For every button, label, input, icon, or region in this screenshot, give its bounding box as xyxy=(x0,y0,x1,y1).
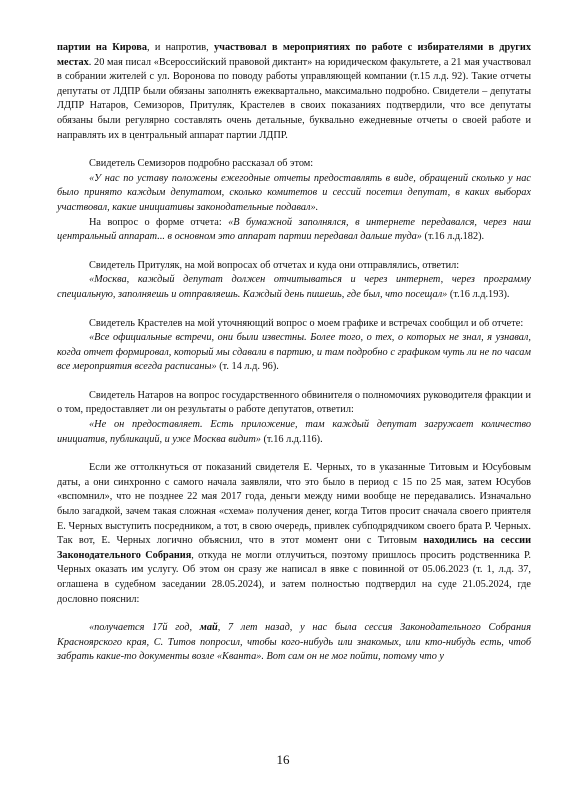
italic-quote: «Москва, каждый депутат должен отчитываться и через интернет, через программу специальную, заполняешь и отправляешь. Каждый день пишешь, где был, что посещал» xyxy=(57,274,531,300)
citation: (т.16 л.д.193). xyxy=(447,288,510,300)
text-run: На вопрос о форме отчета: xyxy=(89,216,229,228)
italic-quote: «Все официальные встречи, они были известны. Более того, о тех, о которых не знал, я узнавал, когда отчет формировал, который мы сдавали в партию, и там подробно с графиком чуть ли не по часам все мероприятия всегда расписаны» xyxy=(57,332,531,373)
italic-quote: «В бумажной заполнялся, в интернете передавался, через наш центральный аппарат... в основном это аппарат партии передавал дальше туда» xyxy=(57,216,531,243)
bold-text: участвовал в мероприятиях по работе с избирателями в других местах xyxy=(57,42,531,68)
quote-krastelev xyxy=(57,331,531,375)
italic-quote: , 7 лет назад, у нас была сессия Законодательного Собрания Красноярского края, С. Титов попросил, чтобы кого-нибудь или знакомых, или кто-нибудь есть, чтоб забрать какие-то документы возле «Кванта». Вот сам он не мог пойти, потому что у xyxy=(57,622,531,663)
bold-text: партии на Кирова xyxy=(57,42,147,53)
text-run: Если же оттолкнуться от показаний свидетеля Е. Черных, то в указанные Титовым и Юсубовым даты, а они синхронно с самого начала заявляли, что это было в период с 15 по 25 мая, затем Юсубов «вспомнил», что не позднее 22 мая 2017 года, деньги между ними вообще не передавались. Изначально было загадкой, зачем такая сложная «схема» получения денег, когда Титов просит сначала своего приятеля Е. Черных выступить посредником, а тот, в свою очередь, привлек субподрядчиком своего брата Р. Черных. Так вот, Е. Черных логично объяснил, что в этот момент они с Титовым xyxy=(57,462,531,547)
paragraph-semizorov-intro: Свидетель Семизоров подробно рассказал об этом: xyxy=(89,158,314,170)
citation: (т.16 л.д.116). xyxy=(260,433,323,445)
text-run: , откуда не могли отлучиться, поэтому пришлось просить родственника Р. Черных оказать им услугу. Об этом он сразу же написал в явке с повинной от 05.06.2023 (т. 1, л.д. 37, оглашена в судебном заседании 28.05.2024), и затем полностью подтвердил на суде 21.05.2024, где дословно пояснил: xyxy=(57,549,531,605)
citation: (т. 14 л.д. 96). xyxy=(216,361,279,373)
text-run: , и напротив, xyxy=(146,42,214,53)
bold-text: находились на сессии Законодательного Собрания xyxy=(57,535,531,561)
paragraph-chernykh-testimony xyxy=(57,461,531,607)
quote-prituljak xyxy=(57,273,531,302)
italic-quote: «Не он предоставляет. Есть приложение, там каждый депутат загружает количество инициатив, публикаций, и уже Москва видит» xyxy=(57,419,531,445)
paragraph-ldpr-reports xyxy=(57,41,531,143)
quote-chernykh xyxy=(57,621,531,665)
paragraph-prituljak-intro: Свидетель Притуляк, на мой вопросах об отчетах и куда они отправлялись, ответил: xyxy=(89,259,460,271)
paragraph-krastelev-intro: Свидетель Крастелев на мой уточняющий вопрос о моем графике и встречах сообщил и об отчете: xyxy=(89,317,524,329)
quote-semizorov: «У нас по уставу положены ежегодные отчеты предоставлять в виде, обращений сколько у нас было принято каждым депутатом, сколько комитетов и сессий посетил депутат, в каких выборах участвовал, какие инициативы законодательные подавал». xyxy=(57,172,531,213)
quote-natarov xyxy=(57,418,531,447)
italic-quote: «получается 17й год, xyxy=(89,622,200,634)
paragraph-natarov-intro: Свидетель Натаров на вопрос государственного обвинителя о полномочиях руководителя фракции и о том, предоставляет ли он результаты о работе депутатов, ответил: xyxy=(57,389,531,416)
paragraph-report-form xyxy=(57,216,531,245)
citation: (т.16 л.д.182). xyxy=(421,231,485,243)
bold-italic-text: май xyxy=(199,622,218,634)
page-number: 16 xyxy=(276,752,290,767)
page-body xyxy=(57,41,531,665)
text-run: . 20 мая писал «Всероссийский правовой диктант» на юридическом факультете, а 21 мая участвовал в собрании жителей с ул. Воронова по поводу работы управляющей компании (т.15 л.д. 92). Такие отчеты депутаты от ЛДПР были обязаны заполнять ежеквартально, максимально подробно. Свидетели – депутаты ЛДПР Натаров, Семизоров, Притуляк, Крастелев в своих показаниях подтвердили, что все депутаты обязаны были регулярно составлять очень детальные, буквально ежедневные отчеты о своей работе и направлять их в центральный аппарат партии ЛДПР. xyxy=(57,56,531,141)
